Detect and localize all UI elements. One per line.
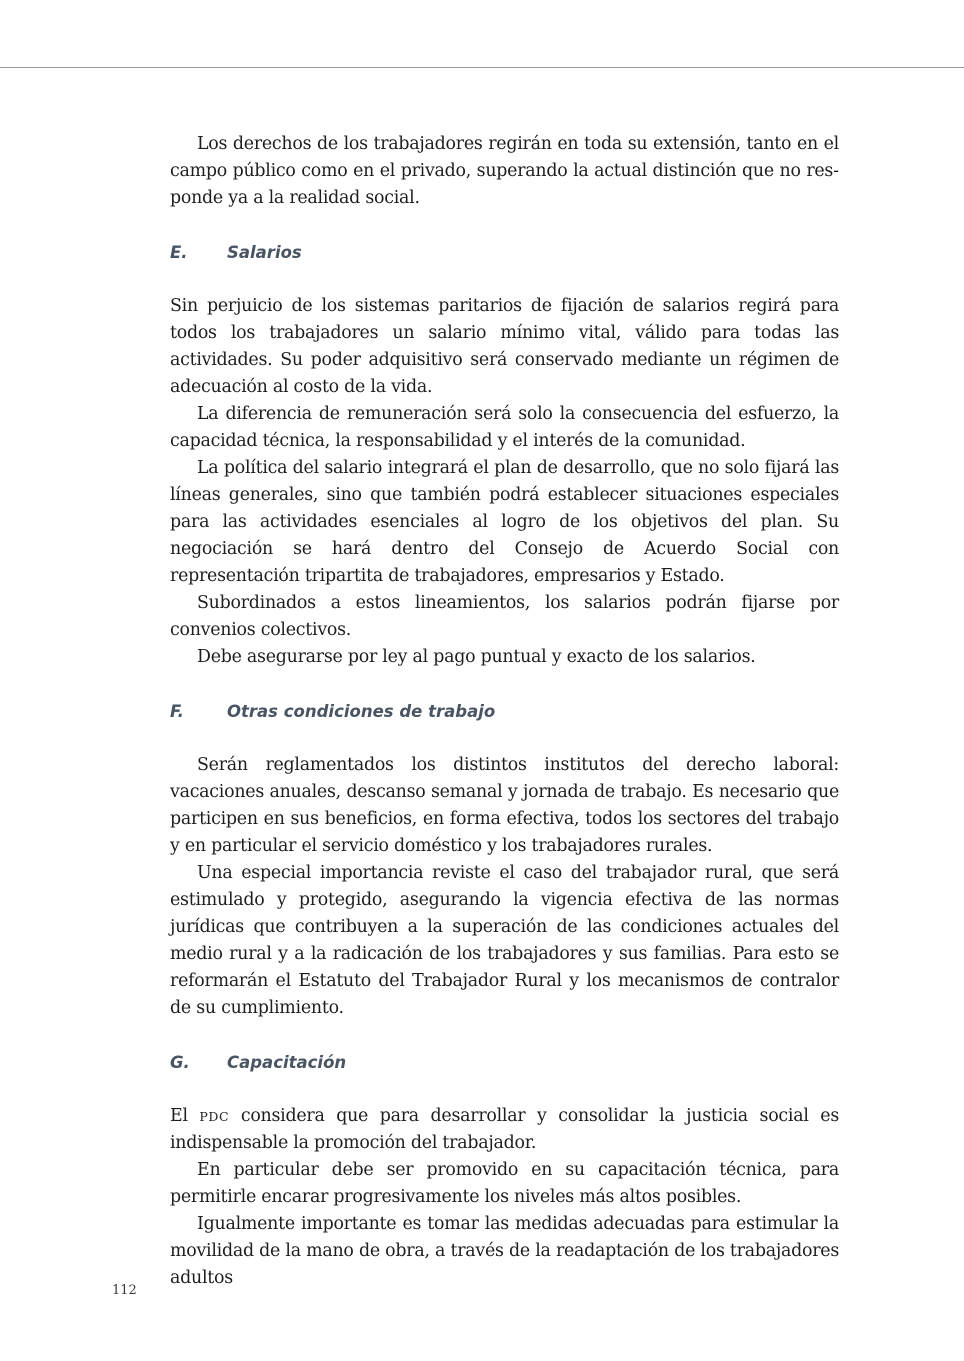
body-paragraph: En particular debe ser promovido en su capacitación técnica, para permitirle encarar progresivamente los niveles más altos posibles. (170, 1160, 839, 1207)
body-paragraph: Una especial importancia reviste el caso del trabajador rural, que será estimulado y protegido, asegurando la vigencia efectiva de las normas jurídicas que contribuyen a la superación de las condiciones actuales del medio rural y a la radicación de los trabajadores y sus familias. Para esto se reformarán el Estatuto del Trabajador Rural y los mecanismos de contralor de su cumplimiento. (170, 863, 839, 1018)
paragraph-prefix: El (170, 1106, 188, 1126)
section-heading-salarios (170, 239, 839, 266)
page-number: 112 (112, 1283, 137, 1298)
body-paragraph: Subordinados a estos lineamientos, los salarios podrán fijarse por convenios colectivos. (170, 593, 839, 640)
body-paragraph: Sin perjuicio de los sistemas paritarios de fijación de salarios regirá para todos los trabajadores un salario mínimo vital, válido para todas las actividades. Su poder adquisitivo será conservado mediante un régimen de adecuación al costo de la vida. (170, 296, 839, 397)
section-spacer (170, 1076, 839, 1103)
section-title: Capacitación (227, 1053, 347, 1072)
paragraph-text: considera que para desarrollar y consolidar la justicia social es indispensable la promoción del trabajador. (170, 1106, 840, 1153)
section-letter: G. (170, 1053, 190, 1072)
body-paragraph: Igualmente importante es tomar las medidas adecuadas para estimular la movilidad de la mano de obra, a través de la readaptación de los trabajadores adultos (170, 1214, 839, 1288)
section-heading-otras-condiciones (170, 698, 839, 725)
party-acronym: PDC (199, 1109, 230, 1124)
body-paragraph (170, 1103, 839, 1157)
section-heading-capacitacion (170, 1049, 839, 1076)
section-letter: E. (170, 243, 188, 262)
body-paragraph: Debe asegurarse por ley al pago puntual y exacto de los salarios. (197, 647, 756, 667)
section-letter: F. (170, 702, 184, 721)
section-spacer (170, 671, 839, 698)
header-rule (0, 67, 964, 68)
body-paragraph: La política del salario integrará el plan de desarrollo, que no solo fijará las líneas generales, sino que también podrá establecer situaciones especiales para las actividades esenciales al logro de los objetivos del plan. Su negociación se hará dentro del Consejo de Acuerdo Social con representación tripartita de trabajadores, empresarios y Estado. (170, 458, 839, 586)
section-spacer (170, 266, 839, 293)
body-paragraph: Serán reglamentados los distintos institutos del derecho laboral: vacaciones anuales, descanso semanal y jornada de trabajo. Es necesario que participen en sus beneficios, en forma efectiva, todos los sectores del trabajo y en particular el servicio doméstico y los trabajadores rurales. (170, 755, 839, 856)
section-spacer (170, 725, 839, 752)
section-title: Otras condiciones de trabajo (227, 702, 496, 721)
intro-paragraph: Los derechos de los trabajadores regirán en toda su extensión, tanto en el campo público como en el privado, superando la actual distinción que no responde ya a la realidad social. (170, 134, 839, 208)
section-spacer (170, 1022, 839, 1049)
page-body (170, 131, 839, 1292)
body-paragraph: La diferencia de remuneración será solo la consecuencia del esfuerzo, la capacidad técnica, la responsabilidad y el interés de la comunidad. (170, 404, 839, 451)
section-title: Salarios (227, 243, 302, 262)
section-spacer (170, 212, 839, 239)
